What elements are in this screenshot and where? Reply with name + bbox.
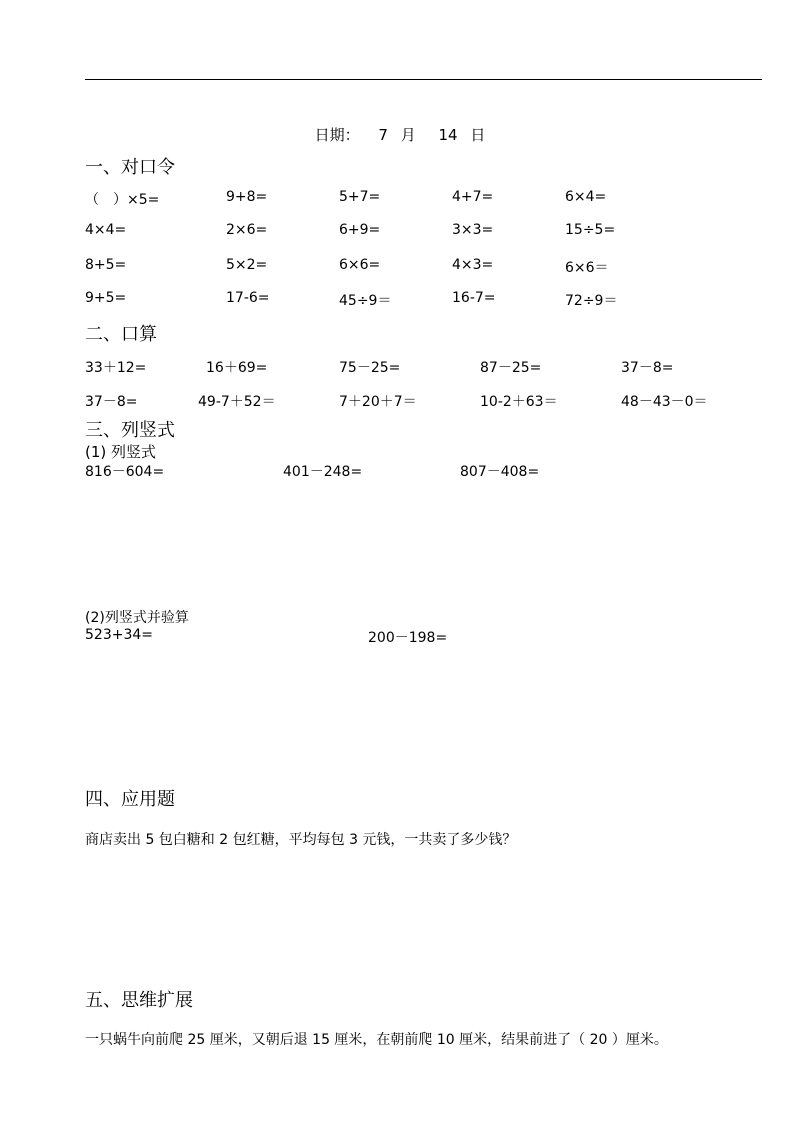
date-day: 14 [438, 126, 458, 144]
problem: 3×3= [452, 222, 494, 238]
problem: 6×6= [339, 257, 381, 273]
problem: 4×4= [85, 222, 127, 238]
problem: 72÷9＝ [565, 293, 618, 309]
problem: 6+9= [339, 222, 381, 238]
problem: 4×3= [452, 257, 494, 273]
problem: 10-2＋63＝ [480, 394, 558, 410]
date-month: 7 [378, 126, 388, 144]
date-month-unit: 月 [400, 126, 416, 144]
section-4-title: 四、应用题 [85, 789, 175, 810]
problem: 2×6= [226, 222, 268, 238]
problem: 49-7＋52＝ [198, 394, 276, 410]
section-1-row [0, 222, 800, 242]
problem: 6×6＝ [565, 260, 609, 276]
section-3-part-2-label: (2)列竖式并验算 [85, 610, 189, 626]
problem: 45÷9＝ [339, 293, 392, 309]
problem: 37－8= [621, 360, 674, 376]
date-day-unit: 日 [470, 126, 486, 144]
problem: 8+5= [85, 257, 127, 273]
problem: 4+7= [452, 189, 494, 205]
section-1-title: 一、对口令 [85, 157, 175, 178]
section-1-row [0, 290, 800, 310]
section-5-question: 一只蜗牛向前爬 25 厘米，又朝后退 15 厘米，在朝前爬 10 厘米，结果前进了（ 20 ）厘米。 [85, 1032, 668, 1048]
problem: 37－8= [85, 394, 138, 410]
section-2-title: 二、口算 [85, 324, 157, 345]
section-3-title: 三、列竖式 [85, 420, 175, 441]
problem: 75－25= [339, 360, 401, 376]
section-1-row [0, 257, 800, 277]
problem: 816－604= [85, 464, 165, 480]
section-3-part-1-label: (1) 列竖式 [85, 443, 157, 461]
date-line [0, 124, 800, 145]
problem: 6×4= [565, 189, 607, 205]
problem: 7＋20＋7＝ [339, 394, 417, 410]
problem: 33＋12= [85, 360, 147, 376]
problem: 200－198= [368, 630, 448, 646]
date-label: 日期： [314, 126, 360, 144]
problem: 9+5= [85, 290, 127, 306]
problem: 48－43－0＝ [621, 394, 708, 410]
problem: 401－248= [283, 464, 363, 480]
problem: 16-7= [452, 290, 496, 306]
section-5-title: 五、思维扩展 [85, 990, 193, 1011]
problem: 16＋69= [206, 360, 268, 376]
section-2-row [0, 391, 800, 411]
problem: 15÷5= [565, 222, 616, 238]
problem: 807－408= [460, 464, 540, 480]
section-3-part-2-row [0, 627, 800, 647]
section-2-row [0, 357, 800, 377]
problem: 523+34= [85, 627, 153, 643]
header-rule [85, 79, 762, 80]
problem: 9+8= [226, 189, 268, 205]
problem: 5×2= [226, 257, 268, 273]
problem: （ ）×5= [85, 192, 160, 208]
problem: 5+7= [339, 189, 381, 205]
problem: 17-6= [226, 290, 270, 306]
section-4-question: 商店卖出 5 包白糖和 2 包红糖，平均每包 3 元钱，一共卖了多少钱？ [85, 832, 517, 848]
section-1-row [0, 189, 800, 209]
problem: 87－25= [480, 360, 542, 376]
section-3-part-1-row [0, 461, 800, 481]
